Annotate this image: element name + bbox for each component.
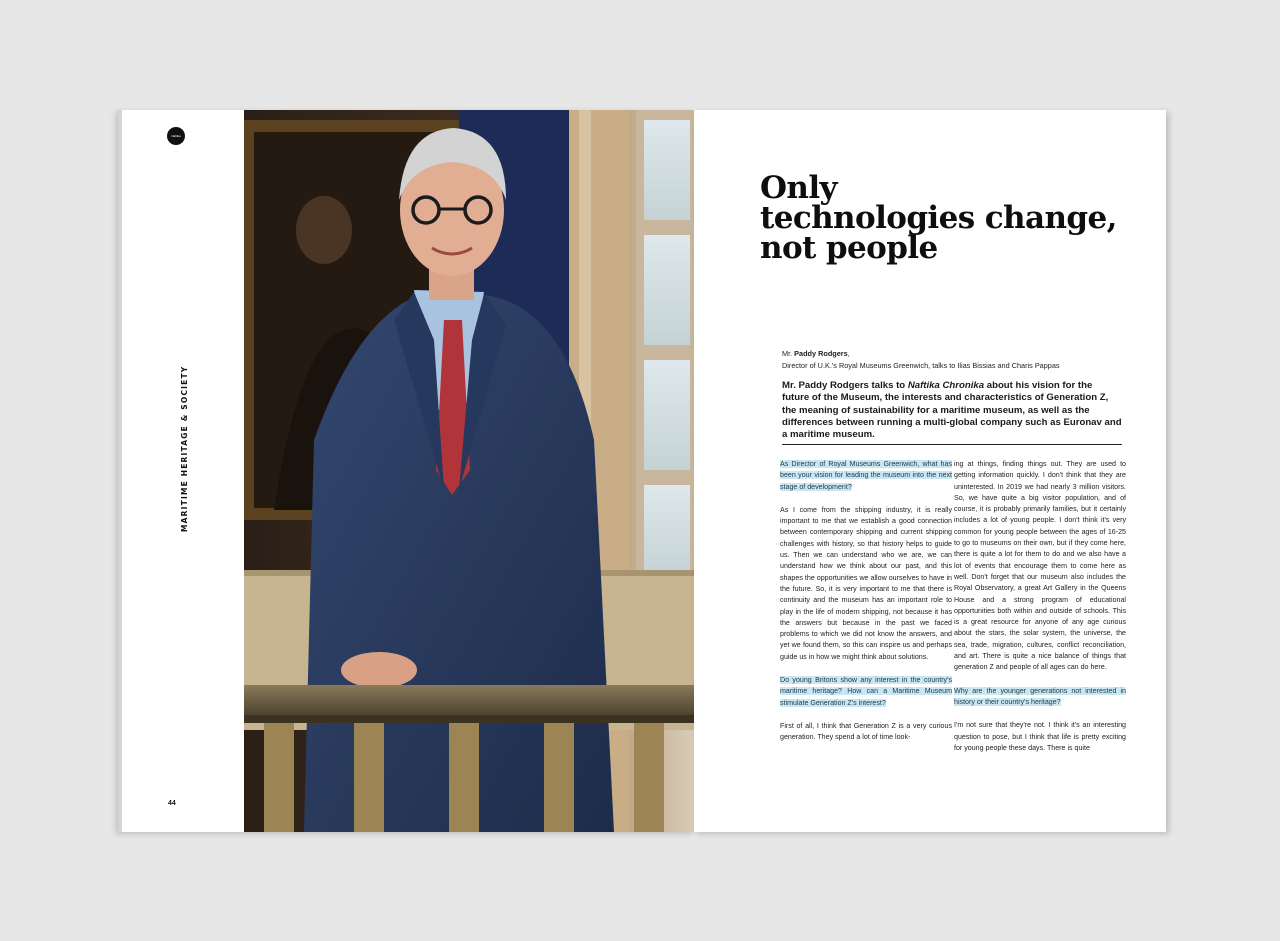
byline: [782, 348, 1060, 372]
page-number: 44: [168, 800, 176, 807]
article-lead: [782, 380, 1122, 441]
interviewee-name: Paddy Rodgers: [794, 349, 848, 358]
answer-1: As I come from the shipping industry, it is really important to me that we establish a good connection between contemporary shipping and current shipping challenges with history, so that history helps to guide us. Then we can understand who we are, we can understand how we think about our past, and this shapes the opportunities we allow ourselves to have in the future. So, it is very important to me that there is continuity and the museum has an important role to play in the life of modern shipping, not because it has the answers but because in the past we faced problems to which we did not know the answers, and yet we found them, so this can inspire us and perhaps guide us in how we might think about solutions.: [780, 505, 952, 661]
section-label: MARITIME HERITAGE & SOCIETY: [180, 365, 189, 532]
article-title: Only technologies change, not people: [760, 170, 1117, 266]
answer-3: I'm not sure that they're not. I think it's an interesting question to pose, but I think that life is pretty exciting for young people these days. There is quite: [954, 721, 1126, 752]
publication-logo-icon: Naftika Chronika: [167, 127, 185, 145]
byline-suffix: ,: [847, 349, 850, 358]
left-page: [118, 110, 694, 832]
lead-text-start: Mr. Paddy Rodgers talks to: [782, 380, 908, 391]
answer-2-continued: ing at things, finding things out. They are used to getting information quickly. I don't think that they are uninterested. In 2019 we had nearly 3 million visitors. So, we have quite a big visitor population, and of course, it is probably primarily families, but it certainly includes a lot of young people. I don't think it's very common for young people between the ages of 16-25 to go to museums on their own, but if they come here, there is quite a lot for them to do and we also have a lot of events that encourage them to come here as well. Don't forget that our museum also includes the Royal Observatory, a great Art Gallery in the Queens House and a strong program of educational opportunities both within and outside of schools. This is a great resource for anyone of any age curious about the stars, the solar system, the universe, the sea, trade, migration, cultures, conflict reconciliation, and art. There is quite a nice balance of things that generation Z and people of all ages can do here.: [954, 460, 1126, 672]
text-column-1: [780, 459, 952, 756]
right-page: [694, 110, 1166, 832]
portrait-photo: [244, 110, 694, 832]
byline-prefix: Mr.: [782, 349, 795, 358]
divider: [782, 444, 1122, 445]
answer-2: First of all, I think that Generation Z is a very curious generation. They spend a lot of time look-: [780, 721, 952, 742]
lead-text-end: about his vision for the future of the Museum, the interests and characteristics of Generation Z, the meaning of sustainability for a maritime museum, as well as the differences between running a multi-global company such as Euronav and a maritime museum.: [782, 380, 1122, 441]
byline-role: Director of U.K.'s Royal Museums Greenwich, talks to Ilias Bissias and Charis Pappas: [782, 361, 1060, 370]
lead-publication: Naftika Chronika: [907, 380, 985, 391]
question-3: Why are the younger generations not interested in history or their country's heritage?: [954, 686, 1126, 706]
question-1: As Director of Royal Museums Greenwich, what has been your vision for leading the museum into the next stage of development?: [780, 460, 952, 491]
text-column-2: [954, 459, 1126, 766]
question-2: Do young Britons show any interest in the country's maritime heritage? How can a Maritime Museum stimulate Generation Z's interest?: [780, 676, 952, 707]
